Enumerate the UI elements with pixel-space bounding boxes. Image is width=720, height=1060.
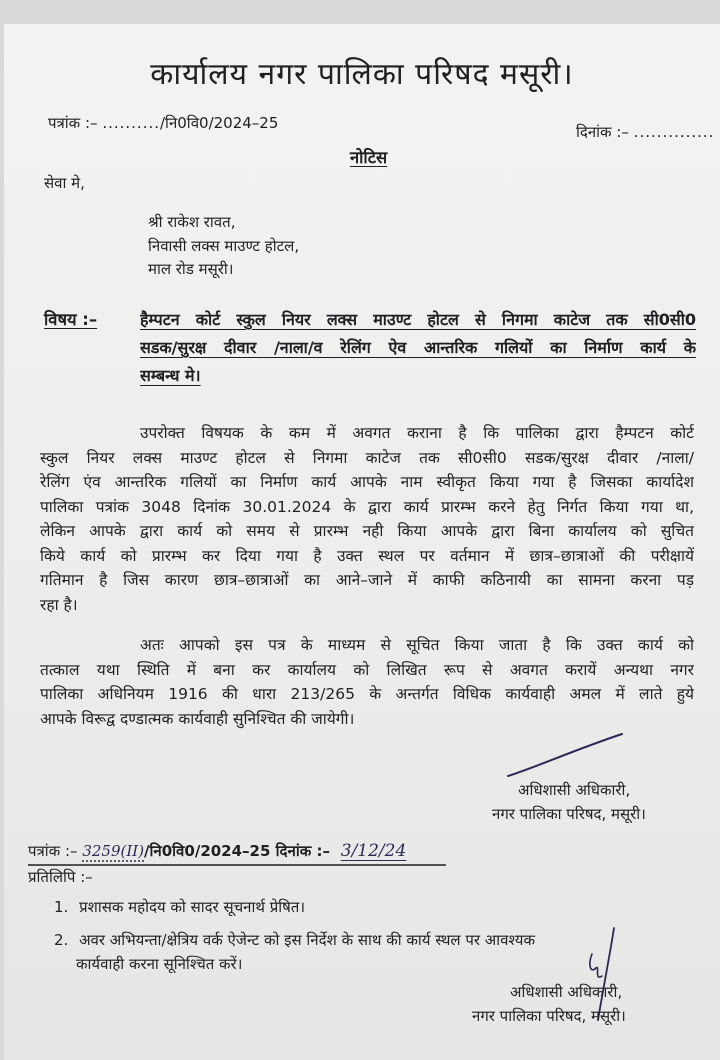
paragraph-1 bbox=[40, 421, 694, 617]
copy-to-label: प्रतिलिपि :– bbox=[28, 868, 93, 886]
paragraph-line: पालिका पत्रांक 3048 दिनांक 30.01.2024 के द्वारा कार्य प्रारम्भ करने हेतु निर्गत किया गया था, bbox=[40, 497, 694, 516]
date-line-top bbox=[576, 122, 714, 142]
subject-line: हैम्पटन कोर्ट स्कुल नियर लक्स माउण्ट होटल से निगमा काटेज तक सी0सी0 bbox=[140, 310, 696, 329]
paragraph-line: रहा है। bbox=[40, 595, 78, 614]
paragraph-line: उपरोक्त विषयक के कम में अवगत कराना है कि पालिका द्वारा हैम्पटन कोर्ट bbox=[140, 424, 694, 442]
copy-item-number: 2. bbox=[54, 931, 69, 949]
copy-item-text: कार्यवाही करना सूनिश्चित करें। bbox=[76, 955, 243, 973]
paragraph-line: तत्काल यथा स्थिति में बना कर कार्यालय को लिखित रूप से अवगत करायें अन्यथा नगर bbox=[40, 660, 694, 679]
reference-line-bottom bbox=[28, 841, 406, 861]
letter-page bbox=[4, 24, 720, 1060]
signatory-designation: अधिशासी अधिकारी, bbox=[510, 983, 623, 1001]
copy-item-text: अवर अभियन्ता/क्षेत्रिय वर्क ऐजेन्ट को इस निर्देश के साथ की कार्य स्थल पर आवश्यक bbox=[79, 931, 536, 949]
copy-item-number: 1. bbox=[54, 898, 69, 916]
reference-label: पत्रांक :– bbox=[28, 842, 78, 860]
paragraph-line: गतिमान है जिस कारण छात्र–छात्राओं का आने–जाने में काफी कठिनायी का सामना करना पड़ bbox=[40, 571, 694, 589]
paragraph-line: पालिका अधिनियम 1916 की धारा 213/265 के अन्तर्गत विधिक कार्यवाही अमल में लाते हुये bbox=[40, 685, 694, 703]
paragraph-line: अतः आपको इस पत्र के माध्यम से सूचित किया जाता है कि उक्त कार्य को bbox=[140, 636, 694, 654]
handwritten-date: 3/12/24 bbox=[340, 841, 407, 861]
reference-label: पत्रांक :– bbox=[48, 114, 98, 132]
notice-heading: नोटिस bbox=[350, 148, 388, 167]
subject-line: सडक/सुरक्ष दीवार /नाला/व रेलिंग ऐव आन्तरिक गलियों का निर्माण कार्य के bbox=[140, 338, 696, 357]
date-blank: .............. bbox=[633, 123, 715, 141]
copy-item-text: प्रशासक महोदय को सादर सूचनार्थ प्रेषित। bbox=[79, 898, 306, 916]
reference-suffix: /नि0वि0/2024–25 bbox=[160, 114, 279, 132]
signature-block-1 bbox=[492, 778, 646, 826]
office-title: कार्यालय नगर पालिका परिषद मसूरी। bbox=[150, 57, 574, 92]
copy-item-1 bbox=[54, 897, 305, 917]
paragraph-2 bbox=[40, 633, 694, 731]
paragraph-line: रेलिंग एंव आन्तरिक गलियों का निर्माण कार्य आपके नाम स्वीकृत किया गया है जिसका कार्यादेश bbox=[40, 473, 694, 491]
recipient-line: निवासी लक्स माउण्ट होटल, bbox=[148, 236, 300, 255]
signature-block-2 bbox=[472, 980, 626, 1028]
date-label: दिनांक :– bbox=[576, 123, 629, 141]
paragraph-line: लेकिन आपके द्वारा कार्य को समय से प्रारम्भ नही किया आपके द्वारा बिना कार्यालय को सुचित bbox=[40, 522, 694, 540]
subject-line: सम्बन्ध मे। bbox=[140, 366, 201, 385]
reference-suffix: /नि0वि0/2024–25 दिनांक :– bbox=[144, 842, 330, 860]
subject-text bbox=[140, 306, 696, 390]
copy-item-2 bbox=[54, 928, 535, 976]
salutation: सेवा मे, bbox=[44, 174, 85, 192]
signatory-office: नगर पालिका परिषद, मसूरी। bbox=[492, 805, 646, 823]
paragraph-line: किये कार्य को प्रारम्भ कर दिया गया है उक्त स्थल पर वर्तमान में छात्र–छात्राओं की परीक्षायें bbox=[40, 546, 694, 565]
handwritten-reference-number: 3259(II) bbox=[82, 842, 145, 860]
subject-label: विषय :– bbox=[44, 310, 98, 329]
recipient-line: श्री राकेश रावत, bbox=[148, 213, 236, 231]
paragraph-line: आपके विरूद्व दण्डात्मक कार्यवाही सुनिश्चित की जायेगी। bbox=[40, 709, 355, 728]
signatory-office: नगर पालिका परिषद, मसूरी। bbox=[472, 1007, 626, 1025]
paragraph-line: स्कुल नियर लक्स माउण्ट होटल से निगमा काटेज तक सी0सी0 सडक/सुरक्ष दीवार /नाला/ bbox=[40, 448, 694, 467]
reference-line-top bbox=[48, 113, 278, 133]
reference-blank: .......... bbox=[102, 114, 160, 132]
signature-scribble-1 bbox=[504, 728, 634, 783]
signatory-designation: अधिशासी अधिकारी, bbox=[518, 781, 631, 799]
recipient-address bbox=[148, 211, 299, 282]
recipient-line: माल रोड मसूरी। bbox=[148, 260, 234, 278]
